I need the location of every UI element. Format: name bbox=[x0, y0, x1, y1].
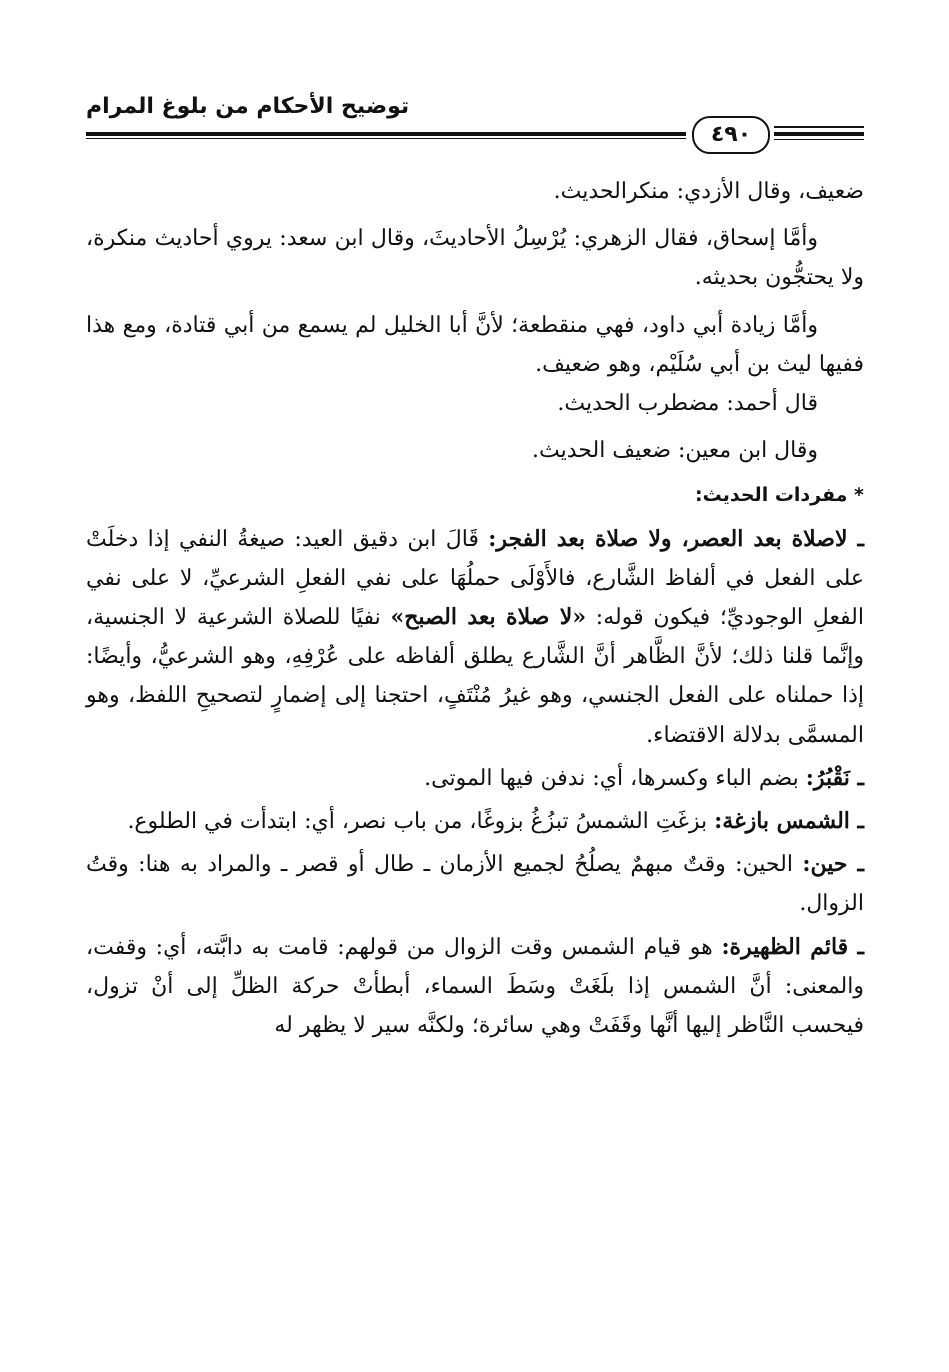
book-title: توضيح الأحكام من بلوغ المرام bbox=[86, 94, 410, 119]
page-header bbox=[86, 88, 864, 158]
glossary-term: ـ نَقْبُرُ: bbox=[805, 764, 864, 791]
header-rule-right bbox=[774, 126, 864, 128]
glossary-text: نفيًا للصلاة الشرعية لا الجنسية، وإنَّما قلنا ذلك؛ لأنَّ الظَّاهر أنَّ الشَّارع يطلق ألفاظه على عُرْفِهِ، وهو الشرعيُّ، وأيضًا: إذا حملناه على الفعل الجنسي، وهو غيرُ مُنْتَفٍ، احتجنا إلى إضمارٍ لتصحيحِ اللفظ، وهو المسمَّى بدلالة الاقتضاء. bbox=[86, 605, 864, 748]
page-number: ٤٩٠ bbox=[692, 116, 770, 154]
glossary-term: ـ لاصلاة بعد العصر، ولا صلاة بعد الفجر: bbox=[488, 525, 864, 552]
glossary-term: ـ حين: bbox=[802, 851, 864, 878]
glossary-term: ـ قائم الظهيرة: bbox=[721, 933, 864, 960]
header-rule-right-thick bbox=[774, 132, 864, 136]
header-rule-thin bbox=[86, 138, 686, 139]
page-body bbox=[86, 172, 864, 1045]
paragraph: ضعيف، وقال الأزدي: منكرالحديث. bbox=[553, 179, 864, 204]
glossary-text: قَالَ ابن دقيق العيد: صيغةُ النفي إذا دخلَتْ على الفعل في ألفاظ الشَّارع، فالأَوْلَى حملُهَا على نفي الفعلِ الشرعيِّ، لا على نفي الفعلِ الوجوديِّ؛ فيكون قوله: bbox=[86, 526, 864, 631]
glossary-entry bbox=[86, 845, 864, 923]
glossary-text: بزغَتِ الشمسُ تبزُغُ بزوغًا، من باب نصر، أي: ابتدأت في الطلوع. bbox=[127, 809, 715, 835]
paragraph: وقال ابن معين: ضعيف الحديث. bbox=[532, 438, 818, 464]
glossary-entry bbox=[86, 759, 864, 798]
glossary-entry bbox=[86, 928, 864, 1046]
glossary-text: الحين: وقتٌ مبهمٌ يصلُحُ لجميع الأزمان ـ طال أو قصر ـ والمراد به هنا: وقتُ الزوال. bbox=[86, 852, 864, 917]
glossary-entry bbox=[86, 520, 864, 755]
glossary-text: بضم الباء وكسرها، أي: ندفن فيها الموتى. bbox=[424, 765, 806, 791]
glossary-text: هو قيام الشمس وقت الزوال من قولهم: قامت به دابَّته، أي: وقفت، والمعنى: أنَّ الشمس إذا بلَغَتْ وسَطَ السماء، أبطأتْ حركة الظلِّ إلى أنْ تزول، فيحسب النَّاظر إليها أنَّها وقَفَتْ وهي سائرة؛ ولكنَّه سير لا يظهر له bbox=[86, 934, 864, 1039]
paragraph: قال أحمد: مضطرب الحديث. bbox=[557, 391, 818, 417]
glossary-term: ـ الشمس بازغة: bbox=[714, 808, 864, 835]
paragraph: وأمَّا زيادة أبي داود، فهي منقطعة؛ لأنَّ أبا الخليل لم يسمع من أبي قتادة، ومع هذا ففيها ليث بن أبي سُلَيْم، وهو ضعيف. bbox=[86, 312, 864, 377]
glossary-entry bbox=[86, 802, 864, 841]
header-rule-right-thin bbox=[774, 139, 864, 140]
hadith-quote: «لا صلاة بعد الصبح» bbox=[390, 604, 587, 631]
section-heading: * مفردات الحديث: bbox=[695, 484, 864, 507]
paragraph: وأمَّا إسحاق، فقال الزهري: يُرْسِلُ الأحاديثَ، وقال ابن سعد: يروي أحاديث منكرة، ولا يحتجُّون بحديثه. bbox=[86, 226, 864, 291]
header-rule bbox=[86, 132, 686, 136]
